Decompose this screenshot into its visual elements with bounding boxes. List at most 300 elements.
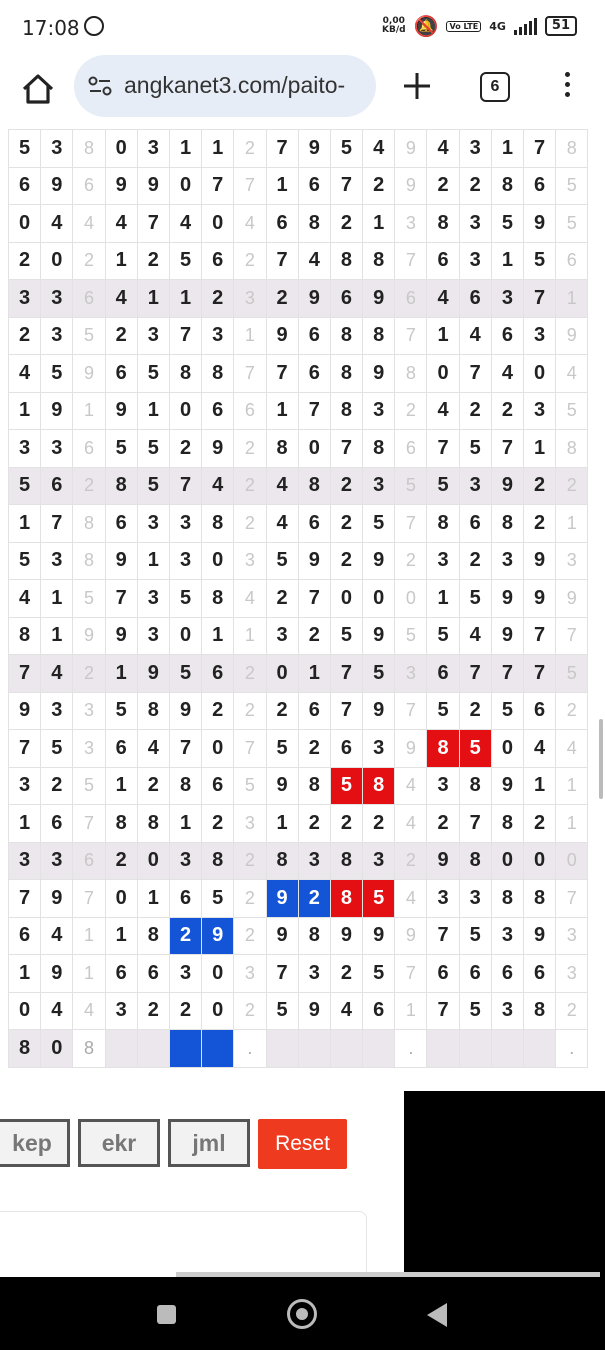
table-cell[interactable]: 7 bbox=[41, 505, 73, 543]
table-cell[interactable]: 7 bbox=[169, 730, 201, 768]
table-cell[interactable]: 5 bbox=[459, 730, 491, 768]
table-cell[interactable]: 8 bbox=[9, 617, 41, 655]
table-cell[interactable]: 2 bbox=[137, 992, 169, 1030]
table-cell[interactable]: 9 bbox=[298, 992, 330, 1030]
table-cell[interactable]: 8 bbox=[556, 430, 588, 468]
table-cell[interactable]: 1 bbox=[524, 767, 556, 805]
table-cell[interactable]: 0 bbox=[363, 580, 395, 618]
table-cell[interactable]: 9 bbox=[137, 655, 169, 693]
table-cell[interactable]: 5 bbox=[556, 392, 588, 430]
table-cell[interactable]: 1 bbox=[363, 205, 395, 243]
table-cell[interactable]: 5 bbox=[169, 580, 201, 618]
table-cell[interactable]: 3 bbox=[524, 317, 556, 355]
home-button[interactable] bbox=[18, 69, 58, 109]
table-cell[interactable]: 2 bbox=[234, 880, 266, 918]
table-cell[interactable]: 7 bbox=[330, 692, 362, 730]
table-cell[interactable]: 4 bbox=[459, 617, 491, 655]
table-cell[interactable] bbox=[202, 1030, 234, 1068]
site-settings-icon[interactable] bbox=[88, 75, 112, 97]
table-cell[interactable]: 9 bbox=[524, 542, 556, 580]
table-cell[interactable]: 4 bbox=[234, 580, 266, 618]
table-cell[interactable]: 1 bbox=[427, 317, 459, 355]
table-cell[interactable]: 6 bbox=[298, 505, 330, 543]
table-cell[interactable] bbox=[491, 1030, 523, 1068]
table-cell[interactable]: 5 bbox=[137, 355, 169, 393]
table-cell[interactable]: 1 bbox=[105, 655, 137, 693]
table-cell[interactable]: 4 bbox=[266, 467, 298, 505]
table-cell[interactable]: 4 bbox=[202, 467, 234, 505]
table-cell[interactable]: 0 bbox=[330, 580, 362, 618]
table-cell[interactable]: 5 bbox=[105, 430, 137, 468]
table-cell[interactable]: 7 bbox=[427, 917, 459, 955]
table-cell[interactable]: 2 bbox=[298, 880, 330, 918]
table-cell[interactable]: 3 bbox=[395, 205, 427, 243]
table-cell[interactable]: 1 bbox=[137, 880, 169, 918]
table-cell[interactable]: 2 bbox=[202, 805, 234, 843]
table-cell[interactable]: 2 bbox=[105, 317, 137, 355]
home-nav-button[interactable] bbox=[287, 1299, 317, 1329]
table-cell[interactable]: 9 bbox=[491, 467, 523, 505]
table-cell[interactable]: 2 bbox=[459, 542, 491, 580]
table-cell[interactable]: 9 bbox=[202, 430, 234, 468]
table-cell[interactable]: 9 bbox=[266, 317, 298, 355]
table-cell[interactable]: 3 bbox=[41, 542, 73, 580]
table-cell[interactable]: 9 bbox=[363, 917, 395, 955]
table-cell[interactable]: 3 bbox=[169, 842, 201, 880]
table-cell[interactable]: 4 bbox=[395, 767, 427, 805]
table-cell[interactable]: 3 bbox=[137, 617, 169, 655]
table-cell[interactable]: 5 bbox=[73, 767, 105, 805]
table-cell[interactable]: 1 bbox=[556, 280, 588, 318]
table-cell[interactable]: 8 bbox=[491, 505, 523, 543]
table-cell[interactable]: 5 bbox=[395, 467, 427, 505]
table-cell[interactable]: 8 bbox=[330, 392, 362, 430]
table-cell[interactable]: 8 bbox=[491, 805, 523, 843]
table-cell[interactable]: 3 bbox=[41, 130, 73, 168]
url-text[interactable]: angkanet3.com/paito- bbox=[124, 72, 346, 98]
table-cell[interactable]: 1 bbox=[105, 242, 137, 280]
table-cell[interactable]: 4 bbox=[73, 205, 105, 243]
table-cell[interactable]: 0 bbox=[41, 242, 73, 280]
table-cell[interactable]: 0 bbox=[202, 992, 234, 1030]
table-cell[interactable]: 2 bbox=[427, 167, 459, 205]
table-cell[interactable]: 1 bbox=[9, 955, 41, 993]
table-cell[interactable]: 6 bbox=[234, 392, 266, 430]
table-cell[interactable]: 8 bbox=[556, 130, 588, 168]
table-cell[interactable]: 1 bbox=[491, 242, 523, 280]
table-cell[interactable]: 6 bbox=[105, 955, 137, 993]
table-cell[interactable]: 8 bbox=[137, 917, 169, 955]
table-cell[interactable]: 4 bbox=[298, 242, 330, 280]
table-cell[interactable]: 3 bbox=[427, 767, 459, 805]
table-cell[interactable]: 6 bbox=[73, 167, 105, 205]
table-cell[interactable]: 6 bbox=[427, 955, 459, 993]
table-cell[interactable]: 8 bbox=[202, 842, 234, 880]
table-cell[interactable]: 5 bbox=[169, 242, 201, 280]
table-cell[interactable]: 3 bbox=[363, 730, 395, 768]
table-cell[interactable]: 5 bbox=[73, 317, 105, 355]
table-cell[interactable]: 9 bbox=[330, 917, 362, 955]
table-cell[interactable]: 9 bbox=[137, 167, 169, 205]
table-cell[interactable]: 1 bbox=[169, 280, 201, 318]
table-cell[interactable]: 3 bbox=[9, 280, 41, 318]
table-cell[interactable]: 5 bbox=[137, 430, 169, 468]
table-cell[interactable]: 1 bbox=[266, 392, 298, 430]
table-cell[interactable]: 8 bbox=[524, 880, 556, 918]
table-cell[interactable]: 6 bbox=[41, 467, 73, 505]
table-cell[interactable]: 7 bbox=[491, 430, 523, 468]
table-cell[interactable] bbox=[137, 1030, 169, 1068]
table-cell[interactable]: 2 bbox=[363, 167, 395, 205]
table-cell[interactable]: 7 bbox=[556, 880, 588, 918]
table-cell[interactable]: 7 bbox=[395, 692, 427, 730]
table-cell[interactable]: 7 bbox=[105, 580, 137, 618]
table-cell[interactable] bbox=[169, 1030, 201, 1068]
table-cell[interactable]: 8 bbox=[169, 355, 201, 393]
table-cell[interactable]: 8 bbox=[73, 130, 105, 168]
table-cell[interactable]: 8 bbox=[202, 355, 234, 393]
table-cell[interactable]: 2 bbox=[363, 805, 395, 843]
table-cell[interactable]: 3 bbox=[137, 130, 169, 168]
table-cell[interactable]: 8 bbox=[427, 730, 459, 768]
table-cell[interactable]: . bbox=[395, 1030, 427, 1068]
table-cell[interactable]: 2 bbox=[234, 130, 266, 168]
table-cell[interactable]: 1 bbox=[9, 805, 41, 843]
table-cell[interactable]: 2 bbox=[524, 805, 556, 843]
table-cell[interactable]: 2 bbox=[234, 467, 266, 505]
table-cell[interactable]: 1 bbox=[556, 805, 588, 843]
table-cell[interactable]: 2 bbox=[459, 692, 491, 730]
table-cell[interactable]: 5 bbox=[363, 955, 395, 993]
table-cell[interactable]: 9 bbox=[363, 692, 395, 730]
table-cell[interactable]: 2 bbox=[234, 242, 266, 280]
table-cell[interactable]: 0 bbox=[105, 130, 137, 168]
table-cell[interactable]: 8 bbox=[363, 767, 395, 805]
table-cell[interactable]: 9 bbox=[363, 280, 395, 318]
table-cell[interactable]: 7 bbox=[395, 317, 427, 355]
table-cell[interactable]: 5 bbox=[266, 542, 298, 580]
table-cell[interactable]: 3 bbox=[41, 430, 73, 468]
table-cell[interactable]: 6 bbox=[298, 355, 330, 393]
table-cell[interactable]: 5 bbox=[459, 917, 491, 955]
table-cell[interactable]: 7 bbox=[202, 167, 234, 205]
table-cell[interactable]: 3 bbox=[202, 317, 234, 355]
table-cell[interactable]: 2 bbox=[395, 842, 427, 880]
table-cell[interactable]: 3 bbox=[556, 955, 588, 993]
table-cell[interactable]: 0 bbox=[202, 542, 234, 580]
table-cell[interactable]: 5 bbox=[9, 542, 41, 580]
table-cell[interactable]: 1 bbox=[395, 992, 427, 1030]
table-cell[interactable]: 2 bbox=[556, 692, 588, 730]
table-cell[interactable]: 1 bbox=[73, 917, 105, 955]
table-cell[interactable]: 9 bbox=[427, 842, 459, 880]
table-cell[interactable]: 7 bbox=[491, 655, 523, 693]
table-cell[interactable]: 6 bbox=[9, 917, 41, 955]
table-cell[interactable]: 2 bbox=[266, 280, 298, 318]
table-cell[interactable]: 3 bbox=[234, 805, 266, 843]
table-cell[interactable]: 2 bbox=[234, 655, 266, 693]
table-cell[interactable]: 7 bbox=[459, 655, 491, 693]
table-cell[interactable]: 7 bbox=[330, 655, 362, 693]
table-cell[interactable]: 8 bbox=[298, 467, 330, 505]
table-cell[interactable]: 6 bbox=[491, 317, 523, 355]
table-cell[interactable]: 6 bbox=[202, 655, 234, 693]
table-cell[interactable]: 3 bbox=[9, 767, 41, 805]
table-cell[interactable]: 3 bbox=[234, 955, 266, 993]
table-cell[interactable]: 5 bbox=[9, 467, 41, 505]
table-cell[interactable]: 5 bbox=[363, 880, 395, 918]
table-cell[interactable]: 2 bbox=[234, 430, 266, 468]
table-cell[interactable]: 9 bbox=[395, 730, 427, 768]
table-cell[interactable]: 2 bbox=[556, 467, 588, 505]
table-cell[interactable]: 2 bbox=[73, 242, 105, 280]
table-cell[interactable]: 0 bbox=[202, 205, 234, 243]
table-cell[interactable]: 7 bbox=[266, 355, 298, 393]
table-cell[interactable] bbox=[330, 1030, 362, 1068]
table-cell[interactable]: 6 bbox=[427, 655, 459, 693]
table-cell[interactable]: 9 bbox=[266, 917, 298, 955]
table-cell[interactable]: 9 bbox=[41, 880, 73, 918]
table-cell[interactable]: 4 bbox=[105, 280, 137, 318]
table-cell[interactable]: 9 bbox=[395, 917, 427, 955]
table-cell[interactable]: 8 bbox=[330, 842, 362, 880]
table-cell[interactable]: 9 bbox=[298, 130, 330, 168]
table-cell[interactable]: 7 bbox=[234, 355, 266, 393]
table-cell[interactable]: 1 bbox=[41, 580, 73, 618]
table-cell[interactable]: 7 bbox=[73, 805, 105, 843]
table-cell[interactable]: 8 bbox=[427, 505, 459, 543]
reset-button[interactable]: Reset bbox=[258, 1119, 347, 1169]
table-cell[interactable]: 3 bbox=[363, 842, 395, 880]
table-cell[interactable]: 6 bbox=[137, 955, 169, 993]
table-cell[interactable]: 3 bbox=[363, 392, 395, 430]
table-cell[interactable]: 6 bbox=[73, 842, 105, 880]
table-cell[interactable]: 8 bbox=[298, 917, 330, 955]
table-cell[interactable]: 5 bbox=[556, 655, 588, 693]
table-cell[interactable]: 2 bbox=[298, 617, 330, 655]
table-cell[interactable]: 9 bbox=[105, 392, 137, 430]
table-cell[interactable]: 8 bbox=[298, 767, 330, 805]
table-cell[interactable]: 8 bbox=[137, 805, 169, 843]
table-cell[interactable]: 4 bbox=[41, 655, 73, 693]
table-cell[interactable]: 6 bbox=[395, 430, 427, 468]
table-cell[interactable]: 9 bbox=[298, 280, 330, 318]
table-cell[interactable]: 6 bbox=[524, 167, 556, 205]
table-cell[interactable]: 8 bbox=[73, 505, 105, 543]
table-cell[interactable]: 7 bbox=[234, 167, 266, 205]
table-cell[interactable]: . bbox=[234, 1030, 266, 1068]
table-cell[interactable]: 3 bbox=[556, 542, 588, 580]
table-cell[interactable]: 3 bbox=[105, 992, 137, 1030]
table-cell[interactable]: 4 bbox=[491, 355, 523, 393]
menu-icon[interactable] bbox=[562, 72, 572, 102]
table-cell[interactable]: 9 bbox=[491, 617, 523, 655]
table-cell[interactable] bbox=[524, 1030, 556, 1068]
table-cell[interactable]: 4 bbox=[330, 992, 362, 1030]
table-cell[interactable]: 5 bbox=[105, 692, 137, 730]
table-cell[interactable]: 3 bbox=[395, 655, 427, 693]
table-cell[interactable]: 9 bbox=[524, 205, 556, 243]
table-cell[interactable]: 3 bbox=[137, 580, 169, 618]
table-cell[interactable]: 2 bbox=[491, 392, 523, 430]
table-cell[interactable]: 5 bbox=[491, 205, 523, 243]
table-cell[interactable]: 9 bbox=[363, 355, 395, 393]
table-cell[interactable]: 9 bbox=[524, 580, 556, 618]
table-cell[interactable]: 6 bbox=[41, 805, 73, 843]
table-cell[interactable]: 8 bbox=[395, 355, 427, 393]
table-cell[interactable]: 2 bbox=[9, 317, 41, 355]
table-cell[interactable]: 3 bbox=[459, 242, 491, 280]
table-cell[interactable]: 4 bbox=[9, 355, 41, 393]
table-cell[interactable]: 5 bbox=[234, 767, 266, 805]
table-cell[interactable]: 6 bbox=[266, 205, 298, 243]
table-cell[interactable]: 4 bbox=[363, 130, 395, 168]
table-cell[interactable]: 1 bbox=[234, 617, 266, 655]
table-cell[interactable]: 7 bbox=[9, 655, 41, 693]
table-cell[interactable]: 2 bbox=[330, 805, 362, 843]
table-cell[interactable]: 7 bbox=[169, 317, 201, 355]
table-cell[interactable]: 2 bbox=[298, 730, 330, 768]
table-cell[interactable]: 5 bbox=[459, 992, 491, 1030]
table-cell[interactable]: 0 bbox=[524, 842, 556, 880]
table-cell[interactable]: 5 bbox=[524, 242, 556, 280]
table-cell[interactable]: 3 bbox=[73, 730, 105, 768]
table-cell[interactable]: 6 bbox=[105, 355, 137, 393]
table-cell[interactable]: 4 bbox=[73, 992, 105, 1030]
table-cell[interactable]: 9 bbox=[41, 392, 73, 430]
table-cell[interactable]: 3 bbox=[73, 692, 105, 730]
table-cell[interactable]: 4 bbox=[395, 880, 427, 918]
table-cell[interactable]: 6 bbox=[169, 880, 201, 918]
table-cell[interactable]: 7 bbox=[137, 205, 169, 243]
table-cell[interactable]: 5 bbox=[169, 655, 201, 693]
table-cell[interactable]: 1 bbox=[73, 955, 105, 993]
table-cell[interactable]: 5 bbox=[427, 617, 459, 655]
table-cell[interactable]: 6 bbox=[73, 280, 105, 318]
back-button[interactable] bbox=[427, 1303, 447, 1327]
table-cell[interactable]: 1 bbox=[524, 430, 556, 468]
table-cell[interactable]: 0 bbox=[41, 1030, 73, 1068]
table-cell[interactable]: 5 bbox=[395, 617, 427, 655]
table-cell[interactable]: 3 bbox=[234, 542, 266, 580]
table-cell[interactable]: 6 bbox=[524, 955, 556, 993]
table-cell[interactable]: 6 bbox=[298, 692, 330, 730]
table-cell[interactable]: 2 bbox=[234, 992, 266, 1030]
table-cell[interactable] bbox=[105, 1030, 137, 1068]
table-cell[interactable]: 6 bbox=[330, 280, 362, 318]
table-cell[interactable]: 5 bbox=[9, 130, 41, 168]
table-cell[interactable]: 2 bbox=[556, 992, 588, 1030]
table-cell[interactable]: 6 bbox=[556, 242, 588, 280]
table-cell[interactable]: 1 bbox=[73, 392, 105, 430]
table-cell[interactable]: 0 bbox=[202, 730, 234, 768]
table-cell[interactable]: 3 bbox=[41, 280, 73, 318]
table-cell[interactable]: 8 bbox=[427, 205, 459, 243]
table-cell[interactable]: 2 bbox=[395, 392, 427, 430]
table-cell[interactable]: 9 bbox=[491, 767, 523, 805]
table-cell[interactable]: 2 bbox=[234, 842, 266, 880]
table-cell[interactable]: 5 bbox=[73, 580, 105, 618]
table-cell[interactable]: 6 bbox=[459, 955, 491, 993]
table-cell[interactable]: 1 bbox=[105, 917, 137, 955]
table-cell[interactable]: 6 bbox=[9, 167, 41, 205]
table-cell[interactable]: 1 bbox=[427, 580, 459, 618]
table-cell[interactable]: 9 bbox=[491, 580, 523, 618]
table-cell[interactable]: 2 bbox=[169, 430, 201, 468]
table-cell[interactable]: 2 bbox=[169, 992, 201, 1030]
table-cell[interactable]: 8 bbox=[491, 167, 523, 205]
paito-grid[interactable] bbox=[0, 129, 605, 1091]
table-cell[interactable]: 6 bbox=[395, 280, 427, 318]
table-cell[interactable]: 3 bbox=[298, 842, 330, 880]
table-cell[interactable]: 6 bbox=[330, 730, 362, 768]
table-cell[interactable]: 1 bbox=[266, 805, 298, 843]
table-cell[interactable]: 8 bbox=[169, 767, 201, 805]
table-cell[interactable]: 5 bbox=[459, 580, 491, 618]
table-cell[interactable]: 7 bbox=[9, 880, 41, 918]
table-cell[interactable]: 3 bbox=[137, 505, 169, 543]
table-cell[interactable]: 9 bbox=[395, 130, 427, 168]
table-cell[interactable]: 3 bbox=[459, 880, 491, 918]
table-cell[interactable]: 6 bbox=[73, 430, 105, 468]
table-cell[interactable]: 8 bbox=[459, 842, 491, 880]
table-cell[interactable]: 0 bbox=[169, 617, 201, 655]
table-cell[interactable]: 1 bbox=[169, 130, 201, 168]
table-cell[interactable]: 9 bbox=[556, 580, 588, 618]
table-cell[interactable]: 1 bbox=[202, 617, 234, 655]
table-cell[interactable]: 0 bbox=[524, 355, 556, 393]
table-cell[interactable]: 1 bbox=[9, 392, 41, 430]
table-cell[interactable]: 1 bbox=[105, 767, 137, 805]
table-cell[interactable]: 2 bbox=[137, 242, 169, 280]
table-cell[interactable]: 4 bbox=[137, 730, 169, 768]
table-cell[interactable]: 5 bbox=[427, 467, 459, 505]
table-cell[interactable]: 7 bbox=[459, 805, 491, 843]
table-cell[interactable]: 7 bbox=[298, 580, 330, 618]
table-cell[interactable]: 3 bbox=[459, 205, 491, 243]
table-cell[interactable]: 2 bbox=[266, 692, 298, 730]
table-cell[interactable]: 3 bbox=[363, 467, 395, 505]
table-cell[interactable]: 7 bbox=[459, 355, 491, 393]
table-cell[interactable]: 0 bbox=[9, 992, 41, 1030]
table-cell[interactable]: 9 bbox=[363, 617, 395, 655]
table-cell[interactable]: 0 bbox=[169, 392, 201, 430]
table-cell[interactable]: 4 bbox=[556, 730, 588, 768]
table-cell[interactable]: 9 bbox=[395, 167, 427, 205]
table-cell[interactable]: 3 bbox=[266, 617, 298, 655]
table-cell[interactable]: 0 bbox=[105, 880, 137, 918]
table-cell[interactable]: 5 bbox=[266, 992, 298, 1030]
table-cell[interactable]: 8 bbox=[330, 242, 362, 280]
table-cell[interactable]: . bbox=[556, 1030, 588, 1068]
table-cell[interactable]: 8 bbox=[363, 317, 395, 355]
table-cell[interactable]: 3 bbox=[524, 392, 556, 430]
table-cell[interactable]: 7 bbox=[524, 617, 556, 655]
table-cell[interactable]: 2 bbox=[234, 505, 266, 543]
table-cell[interactable]: 0 bbox=[266, 655, 298, 693]
table-cell[interactable]: 2 bbox=[202, 692, 234, 730]
table-cell[interactable]: 2 bbox=[41, 767, 73, 805]
table-cell[interactable]: 6 bbox=[459, 280, 491, 318]
table-cell[interactable]: 2 bbox=[169, 917, 201, 955]
table-cell[interactable]: 3 bbox=[298, 955, 330, 993]
table-cell[interactable]: 0 bbox=[137, 842, 169, 880]
table-cell[interactable]: 6 bbox=[202, 767, 234, 805]
table-cell[interactable]: 2 bbox=[524, 467, 556, 505]
table-cell[interactable]: 8 bbox=[266, 842, 298, 880]
table-cell[interactable]: 8 bbox=[73, 542, 105, 580]
table-cell[interactable]: 4 bbox=[169, 205, 201, 243]
